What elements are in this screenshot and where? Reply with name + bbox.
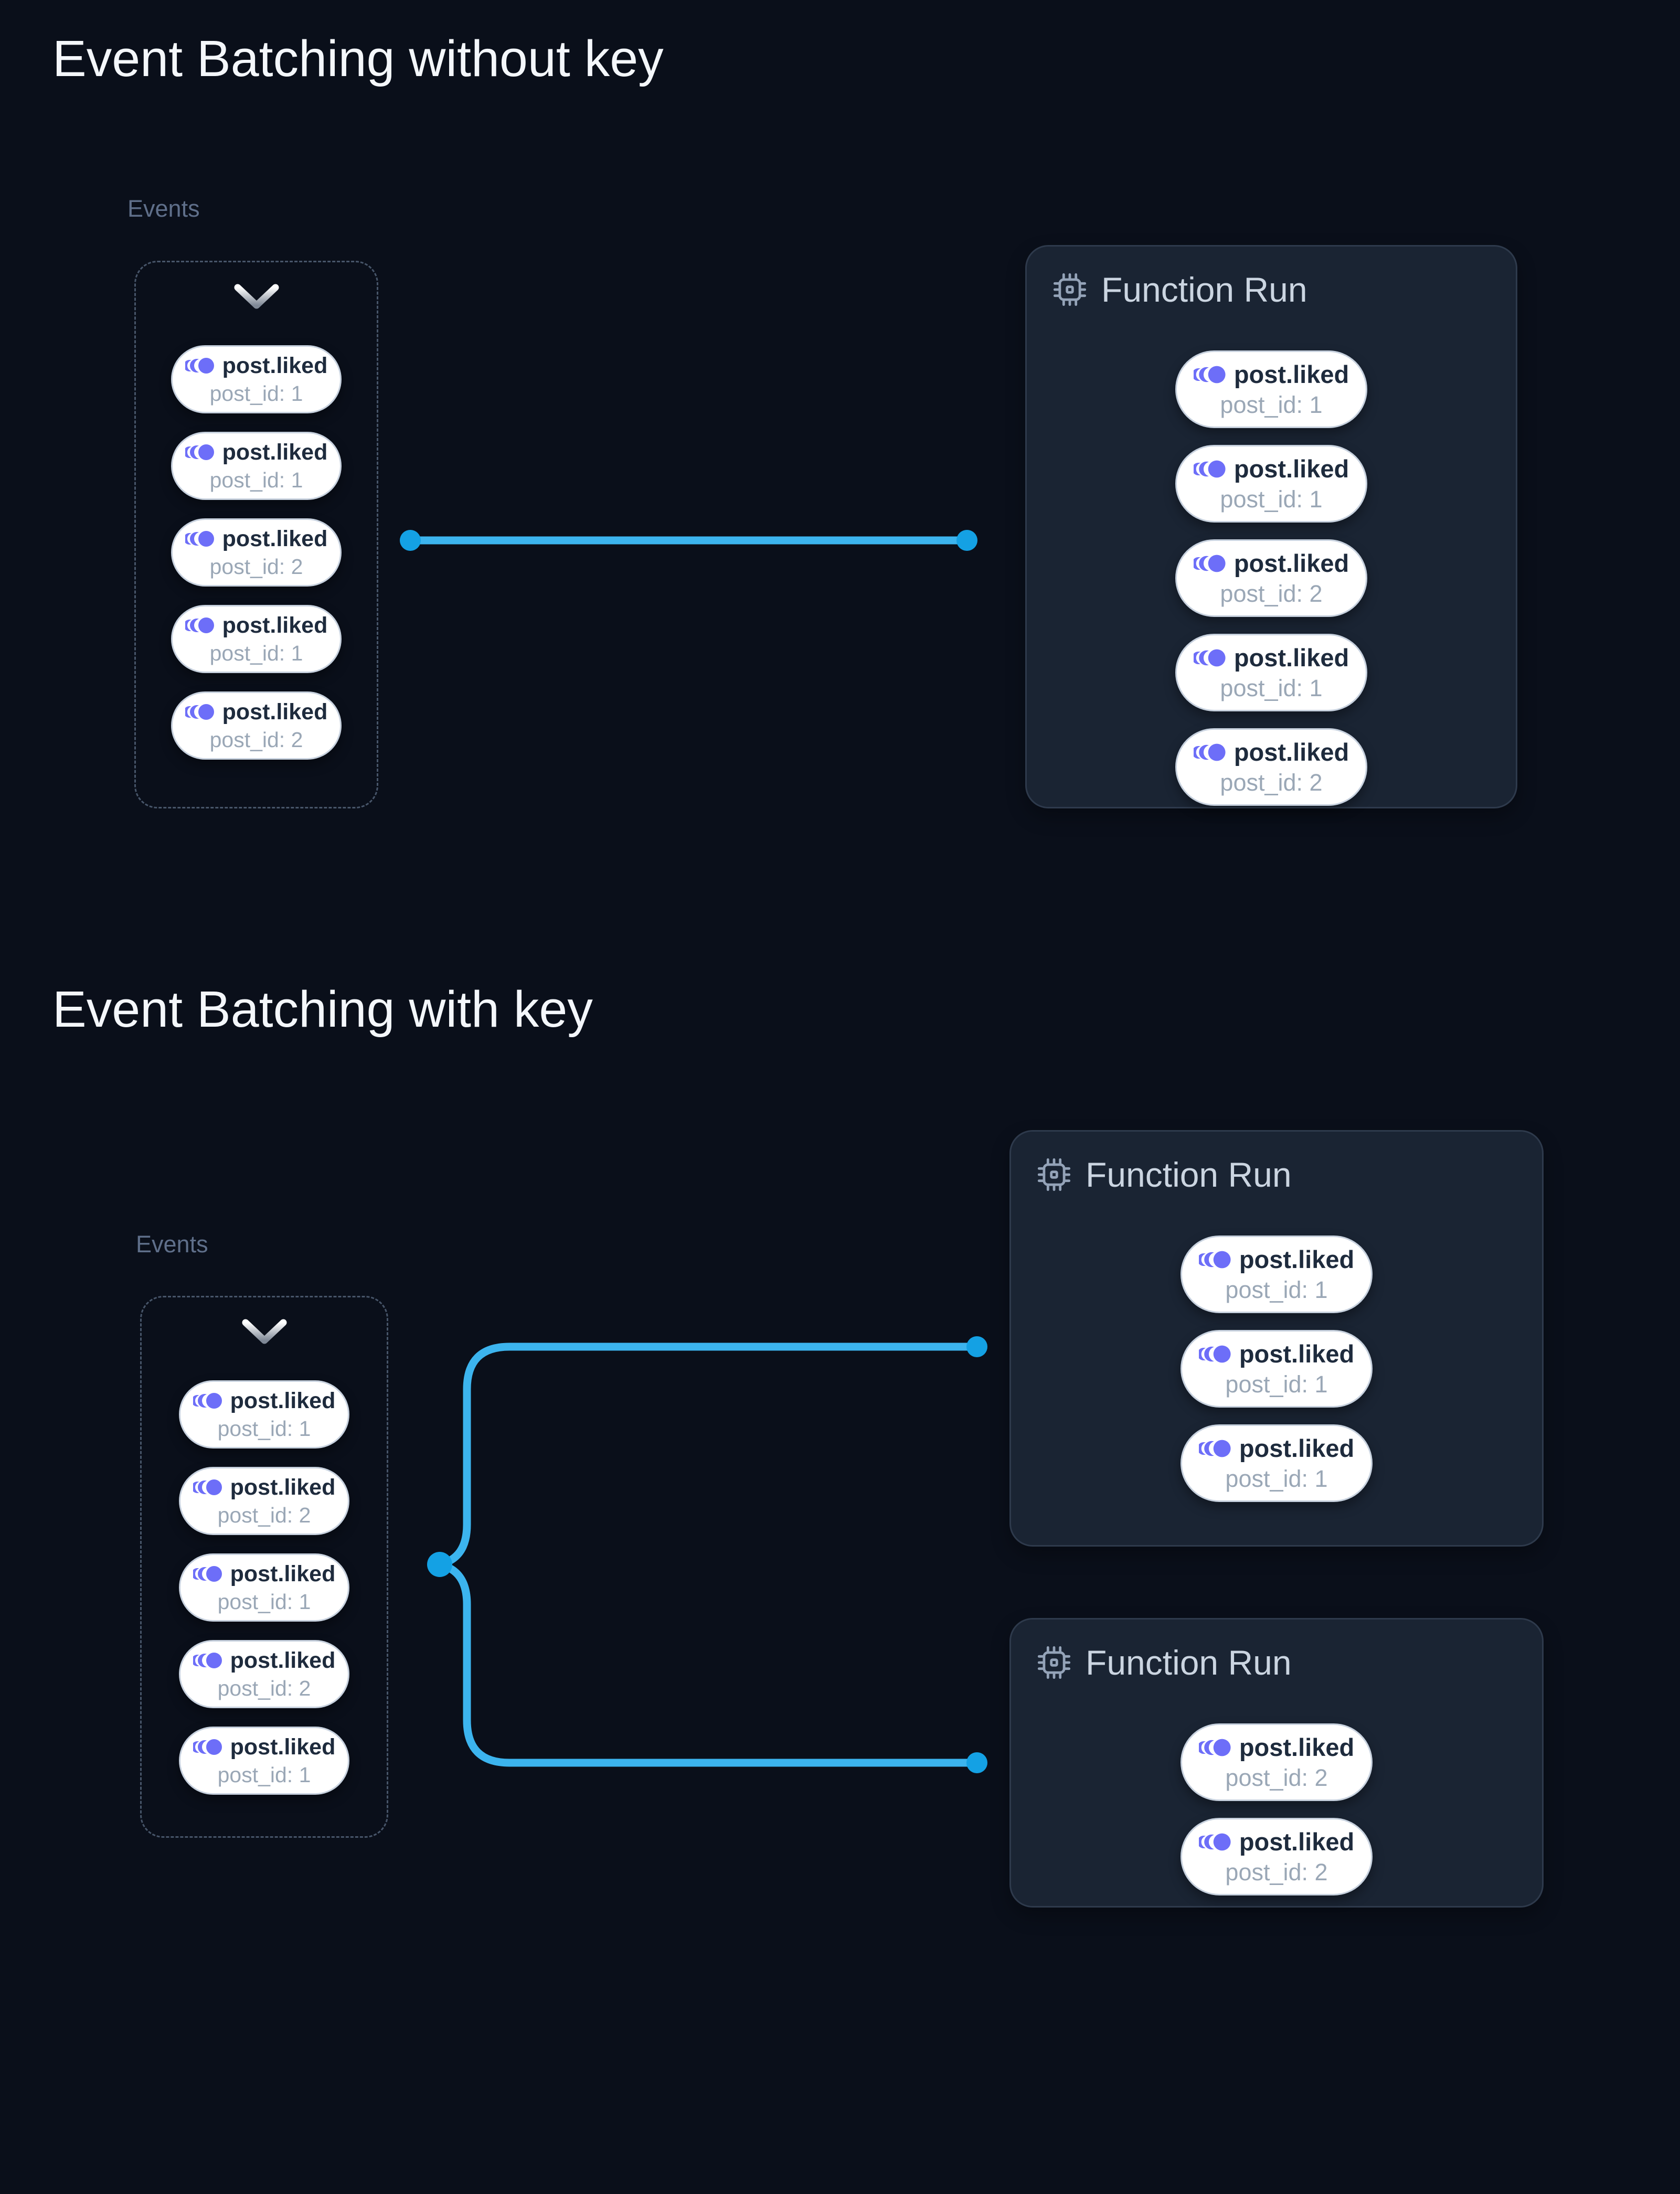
event-name: post.liked <box>222 613 328 638</box>
event-icon <box>185 355 215 377</box>
section-title: Event Batching without key <box>52 30 664 87</box>
event-pill <box>1181 1424 1373 1502</box>
connector-dot <box>966 1336 987 1357</box>
event-name: post.liked <box>222 699 328 725</box>
function-run-header <box>1036 1155 1517 1195</box>
events-list <box>171 345 342 760</box>
branch-top-line <box>440 1347 977 1564</box>
function-run-events-list <box>1036 1236 1517 1502</box>
event-icon <box>1199 1436 1231 1461</box>
branch-junction-dot <box>427 1552 452 1577</box>
event-pill <box>1181 1330 1373 1408</box>
cpu-icon <box>1036 1157 1072 1192</box>
chevron-down-icon <box>231 281 282 313</box>
connector-dot <box>966 1752 987 1773</box>
event-pill <box>1175 350 1367 428</box>
function-run-events-list <box>1052 350 1491 806</box>
event-name: post.liked <box>1234 738 1349 766</box>
event-payload: post_id: 1 <box>217 1416 311 1441</box>
event-name: post.liked <box>1234 644 1349 672</box>
function-run-box <box>1025 245 1517 808</box>
event-pill <box>1175 539 1367 617</box>
event-icon <box>1194 363 1226 387</box>
event-pill <box>1175 634 1367 711</box>
event-payload: post_id: 1 <box>217 1763 311 1787</box>
event-icon <box>185 528 215 550</box>
function-run-title: Function Run <box>1101 270 1307 309</box>
event-name: post.liked <box>230 1388 336 1413</box>
event-name: post.liked <box>230 1648 336 1673</box>
event-icon <box>1194 457 1226 481</box>
event-name: post.liked <box>222 440 328 465</box>
event-icon <box>193 1476 222 1498</box>
event-name: post.liked <box>1239 1434 1355 1462</box>
event-pill <box>171 691 342 760</box>
event-pill <box>1175 445 1367 523</box>
event-pill <box>179 1380 350 1449</box>
event-name: post.liked <box>1239 1245 1355 1273</box>
event-icon <box>1194 646 1226 670</box>
function-run-title: Function Run <box>1086 1155 1292 1194</box>
events-queue-box <box>134 261 378 808</box>
event-pill <box>1175 728 1367 806</box>
event-pill <box>171 432 342 500</box>
event-icon <box>193 1390 222 1412</box>
event-pill <box>179 1640 350 1708</box>
event-pill <box>1181 1236 1373 1313</box>
event-icon <box>193 1563 222 1585</box>
event-icon <box>1199 1248 1231 1272</box>
event-payload: post_id: 1 <box>209 381 303 406</box>
event-name: post.liked <box>230 1734 336 1760</box>
event-name: post.liked <box>1239 1828 1355 1856</box>
event-pill <box>179 1553 350 1622</box>
event-payload: post_id: 1 <box>1225 1276 1328 1303</box>
chevron-down-icon <box>239 1316 290 1348</box>
function-run-title: Function Run <box>1086 1643 1292 1682</box>
event-payload: post_id: 1 <box>209 468 303 492</box>
event-name: post.liked <box>1239 1733 1355 1761</box>
event-pill <box>179 1727 350 1795</box>
event-name: post.liked <box>1234 549 1349 577</box>
event-payload: post_id: 1 <box>1220 391 1323 418</box>
event-pill <box>171 605 342 673</box>
event-payload: post_id: 2 <box>209 728 303 752</box>
event-payload: post_id: 1 <box>209 641 303 665</box>
event-payload: post_id: 2 <box>1220 580 1323 607</box>
event-icon <box>193 1649 222 1671</box>
events-label: Events <box>127 195 200 222</box>
event-name: post.liked <box>230 1475 336 1500</box>
event-name: post.liked <box>230 1561 336 1586</box>
event-name: post.liked <box>222 526 328 551</box>
events-list <box>179 1380 350 1795</box>
event-payload: post_id: 2 <box>1220 769 1323 796</box>
event-pill <box>1181 1723 1373 1801</box>
event-pill <box>1181 1818 1373 1895</box>
branch-bottom-line <box>440 1564 977 1763</box>
event-payload: post_id: 1 <box>1220 486 1323 513</box>
event-icon <box>185 614 215 636</box>
cpu-icon <box>1036 1645 1072 1680</box>
event-pill <box>179 1467 350 1535</box>
event-icon <box>1194 740 1226 764</box>
function-run-header <box>1036 1643 1517 1682</box>
connector-dot <box>400 530 421 551</box>
function-run-box <box>1009 1618 1544 1908</box>
event-name: post.liked <box>1234 360 1349 388</box>
event-pill <box>171 345 342 413</box>
function-run-events-list <box>1036 1723 1517 1895</box>
event-payload: post_id: 2 <box>1225 1859 1328 1886</box>
event-payload: post_id: 1 <box>1220 675 1323 701</box>
function-run-box <box>1009 1130 1544 1547</box>
event-icon <box>185 441 215 463</box>
event-payload: post_id: 2 <box>217 1503 311 1527</box>
section-title: Event Batching with key <box>52 981 593 1038</box>
event-icon <box>193 1736 222 1758</box>
event-icon <box>1199 1830 1231 1854</box>
event-payload: post_id: 1 <box>217 1590 311 1614</box>
events-queue-box <box>140 1296 388 1838</box>
event-name: post.liked <box>1234 455 1349 483</box>
event-payload: post_id: 2 <box>1225 1764 1328 1791</box>
event-payload: post_id: 1 <box>1225 1465 1328 1492</box>
event-icon <box>1194 551 1226 576</box>
cpu-icon <box>1052 272 1088 307</box>
connector-dot <box>956 530 977 551</box>
event-icon <box>1199 1342 1231 1366</box>
event-name: post.liked <box>1239 1340 1355 1368</box>
event-icon <box>1199 1735 1231 1760</box>
event-name: post.liked <box>222 353 328 378</box>
event-payload: post_id: 2 <box>217 1676 311 1700</box>
event-icon <box>185 701 215 723</box>
event-payload: post_id: 2 <box>209 555 303 579</box>
function-run-header <box>1052 270 1491 310</box>
event-pill <box>171 518 342 587</box>
events-label: Events <box>136 1231 208 1258</box>
event-payload: post_id: 1 <box>1225 1371 1328 1398</box>
